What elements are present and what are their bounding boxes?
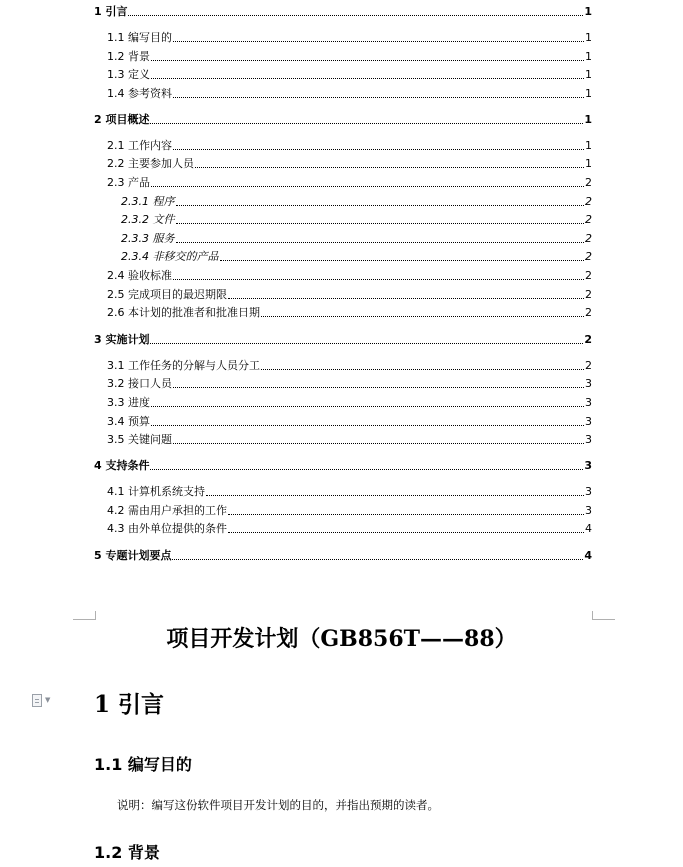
toc-entry[interactable] xyxy=(107,397,592,409)
toc-leader-dots xyxy=(261,316,584,317)
toc-leader-dots xyxy=(151,78,584,79)
toc-leader-dots xyxy=(173,97,584,98)
toc-entry[interactable] xyxy=(121,251,592,263)
toc-leader-dots xyxy=(220,260,585,261)
heading-purpose: 1.1 编写目的 xyxy=(94,755,192,774)
toc-entry[interactable] xyxy=(107,177,592,189)
toc-entry-label: 3.1 工作任务的分解与人员分工 xyxy=(107,359,260,372)
toc-entry-label: 2.4 验收标准 xyxy=(107,269,172,282)
toc-entry-label: 4.3 由外单位提供的条件 xyxy=(107,522,227,535)
toc-entry-page: 1 xyxy=(585,50,592,63)
toc-leader-dots xyxy=(151,406,584,407)
toc-entry-label: 1.3 定义 xyxy=(107,68,150,81)
toc-entry[interactable] xyxy=(107,88,592,100)
toc-entry-label: 2.3.3 服务 xyxy=(121,232,175,245)
toc-entry-page: 1 xyxy=(584,113,592,126)
toc-entry[interactable] xyxy=(107,360,592,372)
chevron-down-icon: ▼ xyxy=(45,696,51,704)
toc-entry[interactable] xyxy=(107,51,592,63)
toc-leader-dots xyxy=(128,15,583,16)
toc-entry-page: 1 xyxy=(585,157,592,170)
toc-entry-label: 2 项目概述 xyxy=(94,113,150,126)
toc-entry-page: 1 xyxy=(585,139,592,152)
toc-entry-label: 2.3 产品 xyxy=(107,176,150,189)
toc-entry-label: 3 实施计划 xyxy=(94,333,150,346)
toc-entry-page: 3 xyxy=(585,485,592,498)
toc-entry-label: 1 引言 xyxy=(94,5,128,18)
toc-entry-page: 3 xyxy=(585,433,592,446)
toc-entry-page: 1 xyxy=(585,68,592,81)
toc-entry[interactable] xyxy=(107,69,592,81)
toc-leader-dots xyxy=(151,425,584,426)
toc-entry[interactable] xyxy=(107,378,592,390)
toc-entry-label: 1.1 编写目的 xyxy=(107,31,172,44)
heading-background: 1.2 背景 xyxy=(94,843,160,862)
toc-entry[interactable] xyxy=(94,6,592,18)
toc-leader-dots xyxy=(150,123,583,124)
toc-leader-dots xyxy=(150,469,583,470)
toc-entry[interactable] xyxy=(121,233,592,245)
page-corner-mark-right xyxy=(592,611,615,620)
toc-entry-page: 3 xyxy=(585,504,592,517)
toc-leader-dots xyxy=(173,443,584,444)
toc-entry-page: 3 xyxy=(585,415,592,428)
toc-leader-dots xyxy=(206,495,584,496)
toc-entry-page: 4 xyxy=(584,549,592,562)
toc-leader-dots xyxy=(228,514,584,515)
toc-entry-page: 2 xyxy=(585,232,592,245)
toc-entry-label: 2.2 主要参加人员 xyxy=(107,157,194,170)
toc-leader-dots xyxy=(172,559,583,560)
toc-entry-label: 2.3.4 非移交的产品 xyxy=(121,250,219,263)
toc-entry[interactable] xyxy=(94,114,592,126)
toc-entry-label: 2.1 工作内容 xyxy=(107,139,172,152)
toc-entry-label: 4.1 计算机系统支持 xyxy=(107,485,205,498)
toc-entry-page: 2 xyxy=(585,269,592,282)
toc-entry[interactable] xyxy=(107,307,592,319)
toc-entry[interactable] xyxy=(107,434,592,446)
toc-leader-dots xyxy=(195,167,584,168)
toc-leader-dots xyxy=(173,279,584,280)
toc-entry-label: 2.6 本计划的批准者和批准日期 xyxy=(107,306,260,319)
toc-entry-page: 1 xyxy=(584,5,592,18)
toc-entry[interactable] xyxy=(107,416,592,428)
document-icon xyxy=(32,694,42,707)
toc-entry-label: 2.3.1 程序 xyxy=(121,195,175,208)
toc-leader-dots xyxy=(151,60,584,61)
toc-entry[interactable] xyxy=(107,32,592,44)
toc-entry[interactable] xyxy=(107,505,592,517)
purpose-paragraph: 说明：编写这份软件项目开发计划的目的，并指出预期的读者。 xyxy=(117,798,439,812)
toc-leader-dots xyxy=(228,298,584,299)
toc-entry-label: 3.2 接口人员 xyxy=(107,377,172,390)
toc-entry-label: 3.4 预算 xyxy=(107,415,150,428)
page-corner-mark-left xyxy=(73,611,96,620)
toc-leader-dots xyxy=(228,532,584,533)
toc-leader-dots xyxy=(173,41,584,42)
toc-entry-label: 1.2 背景 xyxy=(107,50,150,63)
toc-entry-label: 5 专题计划要点 xyxy=(94,549,172,562)
toc-entry-page: 2 xyxy=(585,250,592,263)
toc-entry[interactable] xyxy=(107,289,592,301)
paragraph-menu-icon[interactable] xyxy=(32,692,60,708)
toc-entry-label: 3.5 关键问题 xyxy=(107,433,172,446)
toc-leader-dots xyxy=(176,205,585,206)
toc-entry-page: 2 xyxy=(585,306,592,319)
toc-entry[interactable] xyxy=(94,460,592,472)
toc-leader-dots xyxy=(261,369,584,370)
toc-leader-dots xyxy=(173,387,584,388)
toc-entry-page: 1 xyxy=(585,87,592,100)
toc-entry[interactable] xyxy=(121,196,592,208)
toc-entry-page: 3 xyxy=(584,459,592,472)
toc-entry-label: 3.3 进度 xyxy=(107,396,150,409)
toc-entry-page: 2 xyxy=(584,333,592,346)
toc-entry-page: 2 xyxy=(585,359,592,372)
toc-leader-dots xyxy=(150,343,583,344)
toc-entry[interactable] xyxy=(107,158,592,170)
toc-leader-dots xyxy=(173,149,584,150)
toc-entry-label: 2.3.2 文件 xyxy=(121,213,175,226)
toc-entry[interactable] xyxy=(107,140,592,152)
toc-leader-dots xyxy=(151,186,584,187)
toc-entry-page: 2 xyxy=(585,213,592,226)
toc-entry[interactable] xyxy=(94,550,592,562)
toc-leader-dots xyxy=(176,223,585,224)
toc-entry-page: 2 xyxy=(585,195,592,208)
toc-leader-dots xyxy=(176,242,585,243)
toc-entry-page: 2 xyxy=(585,288,592,301)
toc-entry[interactable] xyxy=(107,270,592,282)
toc-entry-label: 1.4 参考资料 xyxy=(107,87,172,100)
toc-entry-page: 1 xyxy=(585,31,592,44)
toc-entry[interactable] xyxy=(121,214,592,226)
toc-entry-page: 3 xyxy=(585,396,592,409)
toc-entry-label: 4.2 需由用户承担的工作 xyxy=(107,504,227,517)
toc-entry-label: 2.5 完成项目的最迟期限 xyxy=(107,288,227,301)
toc-entry[interactable] xyxy=(107,486,592,498)
toc-entry-label: 4 支持条件 xyxy=(94,459,150,472)
toc-entry-page: 3 xyxy=(585,377,592,390)
toc-entry[interactable] xyxy=(107,523,592,535)
document-title: 项目开发计划（GB856T——88） xyxy=(166,626,517,652)
heading-intro: 1 引言 xyxy=(94,691,165,718)
toc-entry-page: 2 xyxy=(585,176,592,189)
toc-entry-page: 4 xyxy=(585,522,592,535)
toc-entry[interactable] xyxy=(94,334,592,346)
